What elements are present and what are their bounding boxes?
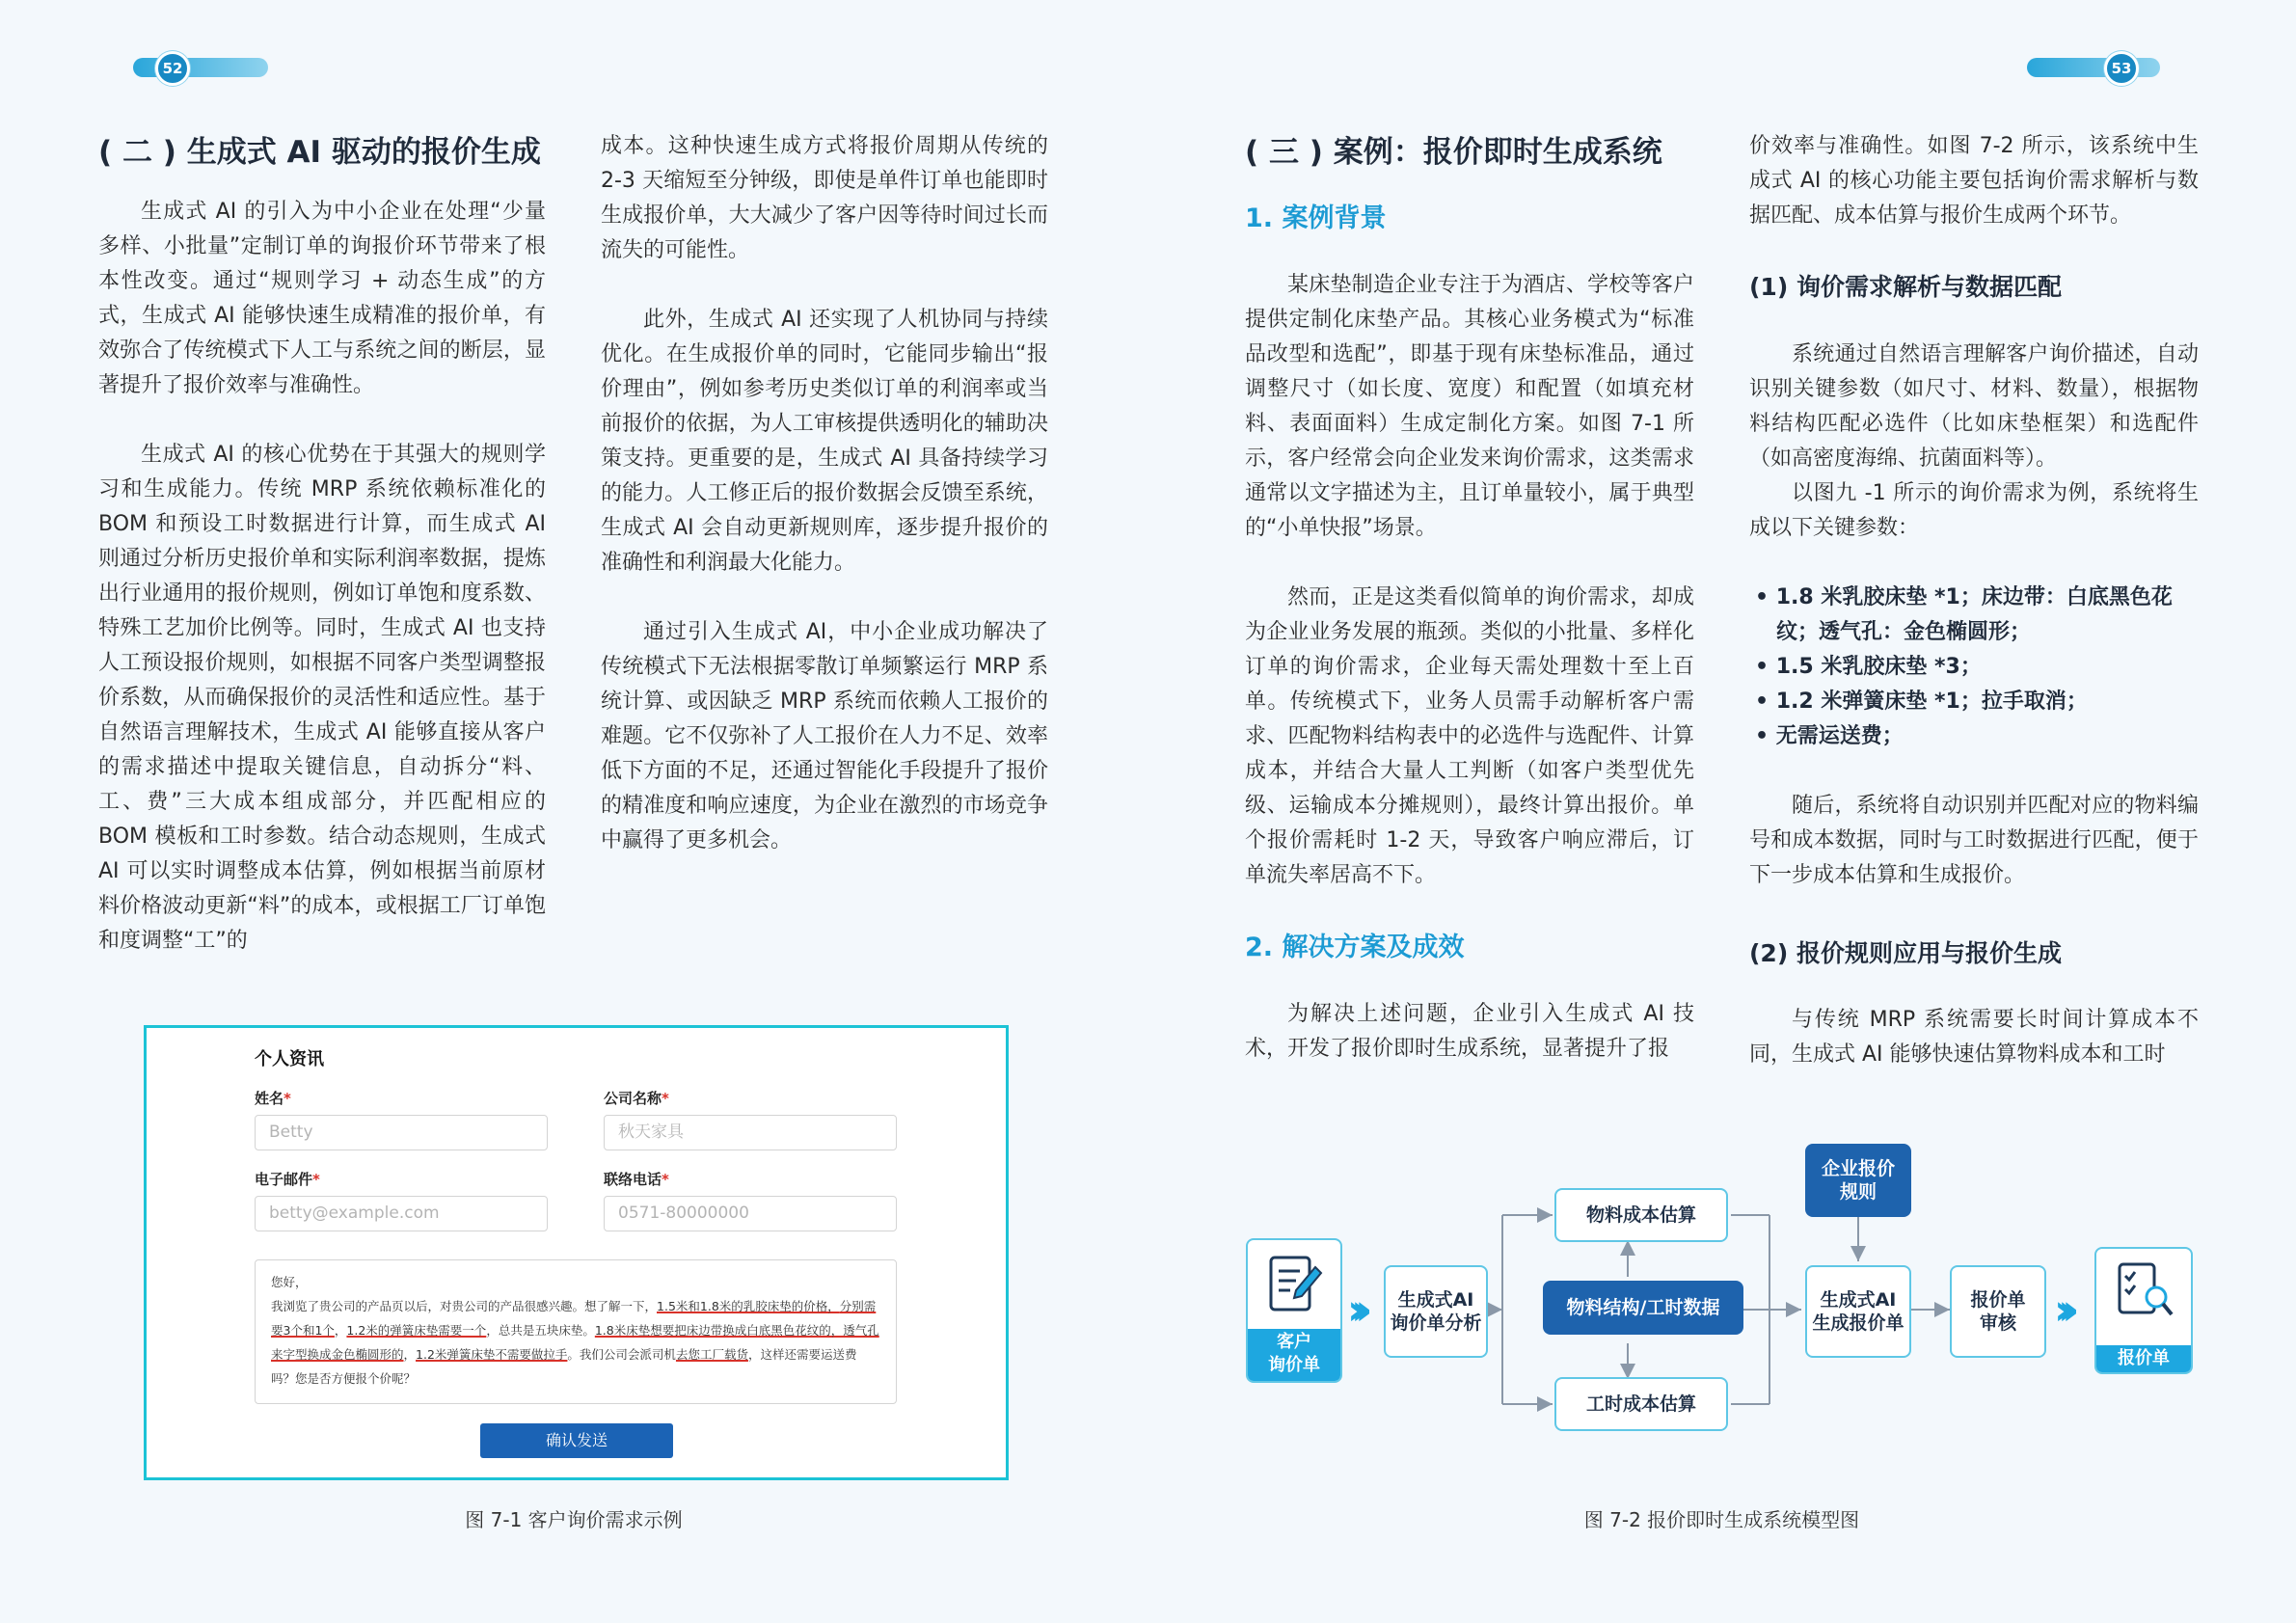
page-number-left: 52: [155, 51, 190, 86]
subheading-parse-match: (1) 询价需求解析与数据匹配: [1749, 273, 2062, 301]
name-field[interactable]: Betty: [255, 1115, 548, 1150]
message-greeting: 您好，: [271, 1275, 308, 1289]
chevron-right-icon: ›››: [1347, 1285, 1360, 1335]
company-label: 公司名称*: [604, 1090, 669, 1107]
form-title: 个人资讯: [255, 1049, 324, 1069]
message-textarea[interactable]: [255, 1259, 897, 1404]
flow-step-ai-analysis: 生成式AI 询价单分析: [1384, 1265, 1488, 1358]
customer-inquiry-card: [1246, 1238, 1342, 1383]
document-edit-icon: [1267, 1254, 1325, 1317]
list-item: • 1.5 米乳胶床垫 *3；: [1755, 655, 1982, 679]
section-heading-right: ( 三 ) 案例：报价即时生成系统: [1245, 135, 1662, 170]
message-body: 我浏览了贵公司的产品页以后，对贵公司的产品很感兴趣。想了解一下，1.5米和1.8米的乳胶床垫的价格，分别需要3个和1个，1.2米的弹簧床垫需要一个，总共是五块床垫。1.8米床垫想要把床边带换成白底黑色花纹的，透气孔来字型换成金色椭圆形的，1.2米弹簧床垫不需要做拉手。我们公司会派司机去您工厂载货，这样还需要运送费吗？您是否方便报个价呢？: [271, 1299, 879, 1386]
paragraph: 成本。这种快速生成方式将报价周期从传统的 2-3 天缩短至分钟级，即使是单件订单也能即时生成报价单，大大减少了客户因等待时间过长而流失的可能性。: [601, 134, 1048, 262]
company-field[interactable]: 秋天家具: [604, 1115, 897, 1150]
right-column-1: [1245, 268, 1694, 893]
phone-label: 联络电话*: [604, 1171, 669, 1188]
paragraph: 价效率与准确性。如图 7-2 所示，该系统中生成式 AI 的核心功能主要包括询价需求解析与数据匹配、成本估算与报价生成两个环节。: [1749, 134, 2199, 228]
paragraph: 通过引入生成式 AI，中小企业成功解决了传统模式下无法根据零散订单频繁运行 MRP 系统计算、或因缺乏 MRP 系统而依赖人工报价的难题。它不仅弥补了人工报价在人力不足、效率低下方面的不足，还通过智能化手段提升了报价的精准度和响应速度，为企业在激烈的市场竞争中赢得了更多机会。: [601, 620, 1048, 852]
list-item: • 1.2 米弹簧床垫 *1；拉手取消；: [1755, 690, 2088, 714]
paragraph: 随后，系统将自动识别并匹配对应的物料编号和成本数据，同时与工时数据进行匹配，便于下一步成本估算和生成报价。: [1749, 794, 2199, 887]
subheading-case-background: 1. 案例背景: [1245, 203, 1387, 233]
left-column-2: [601, 129, 1048, 858]
confirm-send-button[interactable]: 确认发送: [480, 1423, 673, 1458]
flow-step-material-cost: 物料成本估算: [1554, 1188, 1728, 1242]
paragraph: 为解决上述问题，企业引入生成式 AI 技术，开发了报价即时生成系统，显著提升了报: [1245, 1002, 1694, 1061]
name-label: 姓名*: [255, 1090, 291, 1107]
list-item: • 无需运送费；: [1755, 724, 1904, 748]
email-label: 电子邮件*: [255, 1171, 320, 1188]
subheading-rules-generate: (2) 报价规则应用与报价生成: [1749, 939, 2062, 967]
left-column-1: [98, 195, 546, 959]
subheading-solution: 2. 解决方案及成效: [1245, 933, 1465, 962]
flow-step-ai-generate: 生成式AI 生成报价单: [1805, 1265, 1911, 1358]
flow-step-labor-cost: 工时成本估算: [1554, 1377, 1728, 1431]
flow-step-review: 报价单 审核: [1950, 1265, 2046, 1358]
phone-field[interactable]: 0571-80000000: [604, 1196, 897, 1231]
figure-caption-right: 图 7-2 报价即时生成系统模型图: [1583, 1508, 1860, 1531]
paragraph: 某床垫制造企业专注于为酒店、学校等客户提供定制化床垫产品。其核心业务模式为“标准品改型和选配”，即基于现有床垫标准品，通过调整尺寸（如长度、宽度）和配置（如填充材料、表面面料）生成定制化方案。如图 7-1 所示，客户经常会向企业发来询价需求，这类需求通常以文字描述为主，且订单量较小，属于典型的“小单快报”场景。: [1245, 273, 1694, 540]
page-number-right: 53: [2104, 51, 2139, 86]
chevron-right-icon: ›››: [2054, 1285, 2066, 1335]
paragraph: 生成式 AI 的核心优势在于其强大的规则学习和生成能力。传统 MRP 系统依赖标准化的 BOM 和预设工时数据进行计算，而生成式 AI 则通过分析历史报价单和实际利润率数据，提炼出行业通用的报价规则，例如订单饱和度系数、特殊工艺加价比例等。同时，生成式 AI 也支持人工预设报价规则，如根据不同客户类型调整报价系数，从而确保报价的灵活性和适应性。基于自然语言理解技术，生成式 AI 能够直接从客户的需求描述中提取关键信息，自动拆分“料、工、费”三大成本组成部分，并匹配相应的 BOM 模板和工时参数。结合动态规则，生成式 AI 可以实时调整成本估算，例如根据当前原材料价格波动更新“料”的成本，或根据工厂订单饱和度调整“工”的: [98, 443, 546, 953]
paragraph: 系统通过自然语言理解客户询价描述，自动识别关键参数（如尺寸、材料、数量），根据物料结构匹配必选件（比如床垫框架）和选配件（如高密度海绵、抗菌面料等）。: [1749, 342, 2199, 471]
checklist-search-icon: [2116, 1260, 2175, 1320]
paragraph: 此外，生成式 AI 还实现了人机协同与持续优化。在生成报价单的同时，它能同步输出“报价理由”，例如参考历史类似订单的利润率或当前报价的依据，为人工审核提供透明化的辅助决策支持。更重要的是，生成式 AI 具备持续学习的能力。人工修正后的报价数据会反馈至系统，生成式 AI 会自动更新规则库，逐步提升报价的准确性和利润最大化能力。: [601, 308, 1048, 575]
quote-sheet-card: [2094, 1247, 2193, 1374]
parameter-list: [1749, 581, 2199, 754]
list-item: • 1.8 米乳胶床垫 *1；床边带：白底黑色花纹；透气孔：金色椭圆形；: [1755, 585, 2173, 644]
page-number-bar-left: [133, 58, 268, 77]
flow-step-structure-data: 物料结构/工时数据: [1543, 1281, 1743, 1335]
flow-step-enterprise-rules: 企业报价 规则: [1805, 1144, 1911, 1217]
paragraph: 与传统 MRP 系统需要长时间计算成本不同，生成式 AI 能够快速估算物料成本和工时: [1749, 1008, 2199, 1067]
quote-sheet-label: 报价单: [2096, 1345, 2191, 1372]
paragraph: 生成式 AI 的引入为中小企业在处理“少量多样、小批量”定制订单的询报价环节带来了根本性改变。通过“规则学习 + 动态生成”的方式，生成式 AI 能够快速生成精准的报价单，有效弥合了传统模式下人工与系统之间的断层，显著提升了报价效率与准确性。: [98, 200, 546, 397]
right-column-2: [1749, 129, 2199, 233]
page-number-bar-right: [2027, 58, 2160, 77]
paragraph: 然而，正是这类看似简单的询价需求，却成为企业业务发展的瓶颈。类似的小批量、多样化订单的询价需求，企业每天需处理数十至上百单。传统模式下，业务人员需手动解析客户需求、匹配物料结构表中的必选件与选配件、计算成本，并结合大量人工判断（如客户类型优先级、运输成本分摊规则），最终计算出报价。单个报价需耗时 1-2 天，导致客户响应滞后，订单流失率居高不下。: [1245, 585, 1694, 887]
customer-inquiry-label: 客户 询价单: [1248, 1329, 1340, 1381]
inquiry-form-figure: [144, 1025, 1009, 1480]
section-heading-left: ( 二 ) 生成式 AI 驱动的报价生成: [98, 135, 541, 170]
right-column-2b: [1749, 338, 2199, 893]
figure-caption-left: 图 7-1 客户询价需求示例: [465, 1508, 683, 1531]
paragraph: 以图九 -1 所示的询价需求为例，系统将生成以下关键参数：: [1749, 481, 2199, 540]
email-field[interactable]: betty@example.com: [255, 1196, 548, 1231]
